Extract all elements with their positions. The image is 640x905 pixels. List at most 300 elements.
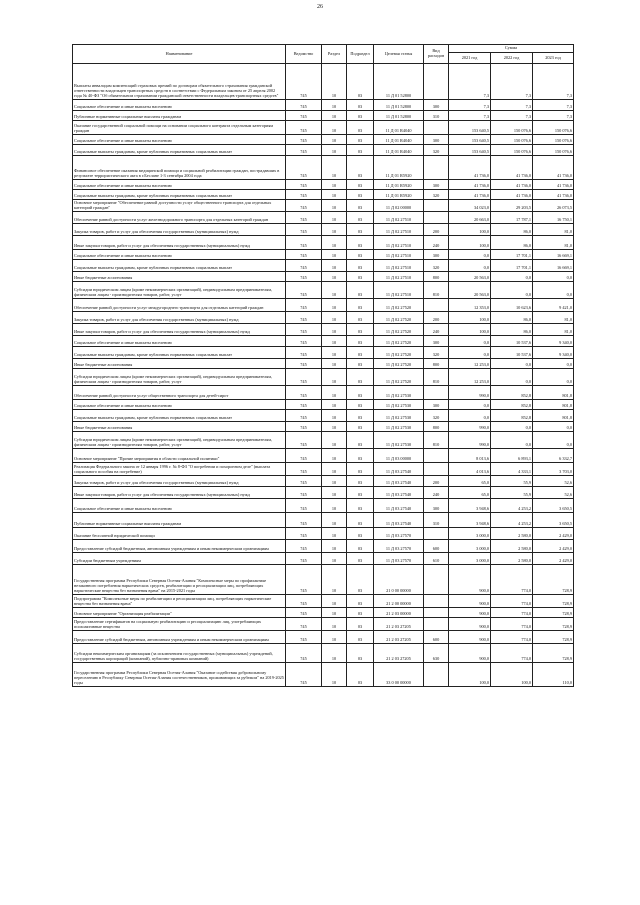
cell-cs: 11 Д 02 27530 bbox=[374, 410, 424, 422]
cell-razdel: 10 bbox=[322, 180, 347, 190]
cell-podrazdel: 03 bbox=[347, 386, 374, 400]
cell-sum-2021: 900,0 bbox=[449, 631, 491, 644]
cell-podrazdel: 03 bbox=[347, 644, 374, 663]
cell-name: Иные закупки товаров, работ и услуг для обеспечения государственных (муниципальных) нужд bbox=[73, 324, 286, 336]
cell-name: Социальные выплаты гражданам, кроме публичных нормативных социальных выплат bbox=[73, 347, 286, 359]
cell-sum-2021: 100,0 bbox=[449, 224, 491, 236]
cell-ved: 745 bbox=[286, 250, 322, 260]
table-row bbox=[73, 595, 574, 608]
cell-sum-2023: 16 750,1 bbox=[533, 212, 574, 224]
table-row bbox=[73, 565, 574, 595]
cell-vr: 300 bbox=[424, 336, 449, 347]
cell-ved: 745 bbox=[286, 432, 322, 449]
cell-sum-2021: 990,0 bbox=[449, 422, 491, 432]
cell-podrazdel: 03 bbox=[347, 476, 374, 487]
cell-cs: 11 Д 02 27510 bbox=[374, 250, 424, 260]
cell-cs: 11 Д 02 27520 bbox=[374, 312, 424, 324]
cell-sum-2022: 774,0 bbox=[491, 644, 533, 663]
cell-sum-2022: 17 787,1 bbox=[491, 212, 533, 224]
cell-sum-2022: 100,0 bbox=[491, 663, 533, 687]
cell-vr: 320 bbox=[424, 190, 449, 200]
table-row bbox=[73, 156, 574, 180]
cell-sum-2023: 81,0 bbox=[533, 224, 574, 236]
cell-ved: 745 bbox=[286, 100, 322, 111]
col-header-vr: Вид расходов bbox=[424, 45, 449, 64]
table-row bbox=[73, 449, 574, 463]
cell-sum-2022: 10 623,6 bbox=[491, 299, 533, 312]
cell-sum-2023: 3 650,5 bbox=[533, 513, 574, 528]
cell-vr: 240 bbox=[424, 236, 449, 250]
cell-razdel: 10 bbox=[322, 347, 347, 359]
cell-ved: 745 bbox=[286, 347, 322, 359]
cell-ved: 745 bbox=[286, 410, 322, 422]
cell-cs: 11 Д 03 27540 bbox=[374, 513, 424, 528]
cell-razdel: 10 bbox=[322, 608, 347, 618]
cell-name: Обеспечение равной доступности услуг междугороднего транспорта для отдельных категорий граждан bbox=[73, 299, 286, 312]
cell-ved: 745 bbox=[286, 663, 322, 687]
cell-razdel: 10 bbox=[322, 499, 347, 513]
cell-razdel: 10 bbox=[322, 100, 347, 111]
cell-sum-2022: 86,0 bbox=[491, 236, 533, 250]
col-header-2022: 2022 год bbox=[491, 53, 533, 64]
cell-ved: 745 bbox=[286, 135, 322, 145]
cell-razdel: 10 bbox=[322, 528, 347, 540]
cell-sum-2021: 153 640,5 bbox=[449, 145, 491, 156]
cell-podrazdel: 03 bbox=[347, 145, 374, 156]
cell-sum-2022: 774,0 bbox=[491, 618, 533, 631]
cell-name: Социальное обеспечение и иные выплаты населению bbox=[73, 180, 286, 190]
table-row bbox=[73, 145, 574, 156]
cell-sum-2021: 65,0 bbox=[449, 476, 491, 487]
cell-podrazdel: 03 bbox=[347, 190, 374, 200]
cell-sum-2023: 9 421,0 bbox=[533, 299, 574, 312]
cell-sum-2023: 9 340,0 bbox=[533, 347, 574, 359]
cell-podrazdel: 03 bbox=[347, 336, 374, 347]
table-row bbox=[73, 422, 574, 432]
cell-podrazdel: 03 bbox=[347, 324, 374, 336]
table-row bbox=[73, 400, 574, 410]
col-header-name: Наименование bbox=[73, 45, 286, 64]
cell-ved: 745 bbox=[286, 422, 322, 432]
cell-razdel: 10 bbox=[322, 644, 347, 663]
cell-sum-2023: 728,9 bbox=[533, 618, 574, 631]
cell-sum-2022: 10 537,6 bbox=[491, 347, 533, 359]
cell-sum-2022: 86,0 bbox=[491, 224, 533, 236]
cell-sum-2022: 41 736,0 bbox=[491, 180, 533, 190]
cell-name: Реализация Федерального закона от 12 января 1996 г. № 8-ФЗ "О погребении и похоронном деле" (выплата социального пособия на погребение) bbox=[73, 463, 286, 476]
cell-ved: 745 bbox=[286, 513, 322, 528]
table-row bbox=[73, 644, 574, 663]
cell-ved: 745 bbox=[286, 336, 322, 347]
cell-razdel: 10 bbox=[322, 432, 347, 449]
cell-podrazdel: 03 bbox=[347, 553, 374, 565]
table-row bbox=[73, 282, 574, 299]
cell-vr: 300 bbox=[424, 180, 449, 190]
cell-podrazdel: 03 bbox=[347, 250, 374, 260]
cell-podrazdel: 03 bbox=[347, 595, 374, 608]
cell-sum-2022: 2 580,0 bbox=[491, 540, 533, 553]
cell-sum-2021: 3 000,0 bbox=[449, 553, 491, 565]
col-header-podrazdel: Подраздел bbox=[347, 45, 374, 64]
cell-ved: 745 bbox=[286, 121, 322, 135]
cell-podrazdel: 03 bbox=[347, 64, 374, 100]
table-row bbox=[73, 410, 574, 422]
col-header-2021: 2021 год bbox=[449, 53, 491, 64]
cell-ved: 745 bbox=[286, 224, 322, 236]
cell-sum-2023: 7,3 bbox=[533, 100, 574, 111]
cell-name: Социальное обеспечение и иные выплаты населению bbox=[73, 250, 286, 260]
table-row bbox=[73, 212, 574, 224]
table-row bbox=[73, 369, 574, 386]
cell-cs: 11 Д 03 27570 bbox=[374, 528, 424, 540]
cell-cs: 21 2 03 27205 bbox=[374, 618, 424, 631]
table-row bbox=[73, 336, 574, 347]
col-header-razdel: Раздел bbox=[322, 45, 347, 64]
cell-name: Оказание бесплатной юридической помощи bbox=[73, 528, 286, 540]
cell-vr: 300 bbox=[424, 400, 449, 410]
cell-sum-2022: 0,0 bbox=[491, 432, 533, 449]
cell-podrazdel: 03 bbox=[347, 200, 374, 212]
cell-vr bbox=[424, 608, 449, 618]
cell-sum-2023: 16 669,1 bbox=[533, 260, 574, 272]
col-header-cs: Целевая статья bbox=[374, 45, 424, 64]
cell-vr bbox=[424, 64, 449, 100]
cell-sum-2022: 4 333,1 bbox=[491, 463, 533, 476]
cell-sum-2022: 6 893,1 bbox=[491, 449, 533, 463]
table-row bbox=[73, 463, 574, 476]
cell-cs: 21 2 00 00000 bbox=[374, 595, 424, 608]
cell-vr bbox=[424, 528, 449, 540]
cell-podrazdel: 03 bbox=[347, 513, 374, 528]
cell-name: Социальное обеспечение и иные выплаты населению bbox=[73, 400, 286, 410]
cell-cs: 11 Д 03 27570 bbox=[374, 540, 424, 553]
cell-cs: 11 Д 01 R4040 bbox=[374, 135, 424, 145]
cell-name: Социальное обеспечение и иные выплаты населению bbox=[73, 336, 286, 347]
table-row bbox=[73, 359, 574, 369]
cell-name: Субсидии юридическим лицам (кроме некоммерческих организаций), индивидуальным предпринимателям, физическим лицам - производителям товаров, работ, услуг bbox=[73, 432, 286, 449]
cell-name: Социальные выплаты гражданам, кроме публичных нормативных социальных выплат bbox=[73, 190, 286, 200]
cell-podrazdel: 03 bbox=[347, 487, 374, 499]
cell-sum-2022: 4 253,2 bbox=[491, 513, 533, 528]
cell-podrazdel: 03 bbox=[347, 272, 374, 282]
cell-razdel: 10 bbox=[322, 156, 347, 180]
cell-sum-2023: 16 669,1 bbox=[533, 250, 574, 260]
cell-ved: 745 bbox=[286, 282, 322, 299]
cell-sum-2023: 0,0 bbox=[533, 272, 574, 282]
cell-podrazdel: 03 bbox=[347, 135, 374, 145]
budget-table bbox=[72, 44, 574, 687]
cell-ved: 745 bbox=[286, 463, 322, 476]
cell-sum-2021: 0,0 bbox=[449, 260, 491, 272]
cell-sum-2022: 774,0 bbox=[491, 595, 533, 608]
cell-cs: 21 0 00 00000 bbox=[374, 565, 424, 595]
cell-name: Обеспечение равной доступности услуг общественного транспорта для детей-сирот bbox=[73, 386, 286, 400]
cell-razdel: 10 bbox=[322, 540, 347, 553]
table-row bbox=[73, 299, 574, 312]
cell-sum-2021: 12 353,0 bbox=[449, 299, 491, 312]
table-row bbox=[73, 347, 574, 359]
cell-vr: 800 bbox=[424, 422, 449, 432]
cell-razdel: 10 bbox=[322, 631, 347, 644]
table-row bbox=[73, 608, 574, 618]
cell-sum-2021: 7,3 bbox=[449, 111, 491, 121]
cell-ved: 745 bbox=[286, 180, 322, 190]
cell-sum-2023: 41 736,0 bbox=[533, 180, 574, 190]
cell-name: Обеспечение равной доступности услуг железнодорожного транспорта для отдельных категорий граждан bbox=[73, 212, 286, 224]
cell-sum-2023: 801,8 bbox=[533, 400, 574, 410]
cell-sum-2022: 41 736,0 bbox=[491, 156, 533, 180]
cell-sum-2021: 0,0 bbox=[449, 336, 491, 347]
cell-podrazdel: 03 bbox=[347, 111, 374, 121]
cell-name: Иные закупки товаров, работ и услуг для обеспечения государственных (муниципальных) нужд bbox=[73, 236, 286, 250]
cell-sum-2023: 9 340,0 bbox=[533, 336, 574, 347]
cell-name: Основное мероприятие "Прочие мероприятия в области социальной политики" bbox=[73, 449, 286, 463]
cell-sum-2023: 7,3 bbox=[533, 64, 574, 100]
table-row bbox=[73, 432, 574, 449]
cell-sum-2021: 12 253,0 bbox=[449, 369, 491, 386]
cell-razdel: 10 bbox=[322, 324, 347, 336]
cell-cs: 11 Д 02 27520 bbox=[374, 369, 424, 386]
cell-vr bbox=[424, 449, 449, 463]
cell-vr: 300 bbox=[424, 250, 449, 260]
cell-ved: 745 bbox=[286, 369, 322, 386]
cell-podrazdel: 03 bbox=[347, 631, 374, 644]
table-row bbox=[73, 236, 574, 250]
cell-name: Финансовое обеспечение оказания медицинской помощи и социальной реабилитации граждан, пострадавших в результате террористического акта в г.Беслане 1-3 сентября 2004 года bbox=[73, 156, 286, 180]
cell-vr: 800 bbox=[424, 272, 449, 282]
cell-cs: 11 Д 02 27530 bbox=[374, 400, 424, 410]
cell-sum-2023: 0,0 bbox=[533, 422, 574, 432]
cell-podrazdel: 03 bbox=[347, 236, 374, 250]
cell-sum-2023: 801,8 bbox=[533, 386, 574, 400]
cell-ved: 745 bbox=[286, 156, 322, 180]
cell-razdel: 10 bbox=[322, 250, 347, 260]
cell-vr: 800 bbox=[424, 359, 449, 369]
cell-sum-2021: 3 000,0 bbox=[449, 528, 491, 540]
cell-vr: 300 bbox=[424, 135, 449, 145]
cell-ved: 745 bbox=[286, 540, 322, 553]
cell-sum-2022: 2 580,0 bbox=[491, 553, 533, 565]
cell-razdel: 10 bbox=[322, 121, 347, 135]
cell-sum-2023: 110,0 bbox=[533, 663, 574, 687]
cell-name: Закупка товаров, работ и услуг для обеспечения государственных (муниципальных) нужд bbox=[73, 224, 286, 236]
cell-sum-2023: 0,0 bbox=[533, 282, 574, 299]
cell-sum-2022: 0,0 bbox=[491, 282, 533, 299]
cell-cs: 11 Д 02 27530 bbox=[374, 386, 424, 400]
cell-podrazdel: 03 bbox=[347, 618, 374, 631]
cell-vr: 240 bbox=[424, 324, 449, 336]
cell-sum-2021: 900,0 bbox=[449, 618, 491, 631]
cell-sum-2023: 0,0 bbox=[533, 359, 574, 369]
cell-name: Публичные нормативные социальные выплаты гражданам bbox=[73, 513, 286, 528]
cell-sum-2021: 34 023,0 bbox=[449, 200, 491, 212]
cell-vr bbox=[424, 200, 449, 212]
cell-sum-2021: 0,0 bbox=[449, 250, 491, 260]
cell-name: Закупка товаров, работ и услуг для обеспечения государственных (муниципальных) нужд bbox=[73, 312, 286, 324]
cell-sum-2023: 26 073,5 bbox=[533, 200, 574, 212]
table-row bbox=[73, 224, 574, 236]
table-row bbox=[73, 190, 574, 200]
page-number: 26 bbox=[317, 4, 323, 10]
cell-vr bbox=[424, 299, 449, 312]
cell-vr: 320 bbox=[424, 145, 449, 156]
cell-sum-2022: 55,9 bbox=[491, 476, 533, 487]
cell-podrazdel: 03 bbox=[347, 369, 374, 386]
cell-sum-2023: 81,0 bbox=[533, 324, 574, 336]
cell-sum-2022: 7,3 bbox=[491, 100, 533, 111]
table-row bbox=[73, 663, 574, 687]
cell-vr: 310 bbox=[424, 111, 449, 121]
cell-sum-2021: 0,0 bbox=[449, 410, 491, 422]
cell-razdel: 10 bbox=[322, 463, 347, 476]
table-row bbox=[73, 324, 574, 336]
cell-ved: 745 bbox=[286, 608, 322, 618]
cell-ved: 745 bbox=[286, 476, 322, 487]
cell-sum-2022: 774,0 bbox=[491, 631, 533, 644]
cell-sum-2022: 29 203,5 bbox=[491, 200, 533, 212]
cell-name: Основное мероприятие "Организация реабилитации" bbox=[73, 608, 286, 618]
cell-cs: 11 Д 01 52800 bbox=[374, 111, 424, 121]
cell-ved: 745 bbox=[286, 299, 322, 312]
cell-sum-2021: 4 013,6 bbox=[449, 463, 491, 476]
cell-sum-2023: 3 650,5 bbox=[533, 499, 574, 513]
cell-vr: 320 bbox=[424, 347, 449, 359]
cell-razdel: 10 bbox=[322, 64, 347, 100]
cell-podrazdel: 03 bbox=[347, 282, 374, 299]
cell-ved: 745 bbox=[286, 212, 322, 224]
cell-sum-2021: 100,0 bbox=[449, 324, 491, 336]
cell-sum-2023: 801,8 bbox=[533, 410, 574, 422]
cell-sum-2021: 20 563,0 bbox=[449, 272, 491, 282]
cell-sum-2023: 2 429,0 bbox=[533, 553, 574, 565]
cell-ved: 745 bbox=[286, 449, 322, 463]
cell-sum-2023: 52,6 bbox=[533, 487, 574, 499]
cell-sum-2021: 12 253,0 bbox=[449, 359, 491, 369]
cell-sum-2022: 2 580,0 bbox=[491, 528, 533, 540]
cell-cs: 11 Д 02 27520 bbox=[374, 324, 424, 336]
cell-podrazdel: 03 bbox=[347, 540, 374, 553]
table-row bbox=[73, 386, 574, 400]
cell-vr bbox=[424, 386, 449, 400]
cell-ved: 745 bbox=[286, 64, 322, 100]
cell-sum-2023: 728,9 bbox=[533, 608, 574, 618]
cell-name: Иные бюджетные ассигнования bbox=[73, 272, 286, 282]
cell-sum-2021: 20 563,0 bbox=[449, 282, 491, 299]
cell-sum-2021: 65,0 bbox=[449, 487, 491, 499]
cell-name: Предоставление сертификатов на социальную реабилитацию и ресоциализацию лиц, употребляющих психоактивные вещества bbox=[73, 618, 286, 631]
cell-ved: 745 bbox=[286, 631, 322, 644]
cell-sum-2023: 41 736,0 bbox=[533, 156, 574, 180]
cell-vr: 610 bbox=[424, 553, 449, 565]
cell-sum-2022: 852,8 bbox=[491, 410, 533, 422]
cell-sum-2023: 2 429,0 bbox=[533, 528, 574, 540]
cell-vr: 300 bbox=[424, 100, 449, 111]
col-header-2023: 2023 год bbox=[533, 53, 574, 64]
cell-podrazdel: 03 bbox=[347, 156, 374, 180]
cell-sum-2021: 100,0 bbox=[449, 663, 491, 687]
cell-sum-2021: 900,0 bbox=[449, 565, 491, 595]
cell-sum-2022: 17 701,1 bbox=[491, 250, 533, 260]
cell-sum-2022: 0,0 bbox=[491, 422, 533, 432]
cell-sum-2021: 41 736,0 bbox=[449, 180, 491, 190]
cell-ved: 745 bbox=[286, 618, 322, 631]
table-row bbox=[73, 540, 574, 553]
cell-ved: 745 bbox=[286, 386, 322, 400]
cell-podrazdel: 03 bbox=[347, 422, 374, 432]
cell-ved: 745 bbox=[286, 272, 322, 282]
cell-sum-2022: 774,0 bbox=[491, 565, 533, 595]
cell-razdel: 10 bbox=[322, 663, 347, 687]
cell-name: Социальное обеспечение и иные выплаты населению bbox=[73, 100, 286, 111]
cell-razdel: 10 bbox=[322, 236, 347, 250]
cell-name: Закупка товаров, работ и услуг для обеспечения государственных (муниципальных) нужд bbox=[73, 476, 286, 487]
cell-razdel: 10 bbox=[322, 449, 347, 463]
table-row bbox=[73, 180, 574, 190]
cell-sum-2023: 150 076,6 bbox=[533, 121, 574, 135]
cell-cs: 11 Д 02 27510 bbox=[374, 260, 424, 272]
cell-sum-2023: 150 076,6 bbox=[533, 145, 574, 156]
cell-sum-2022: 10 537,6 bbox=[491, 336, 533, 347]
cell-podrazdel: 03 bbox=[347, 180, 374, 190]
table-row bbox=[73, 631, 574, 644]
cell-sum-2021: 990,0 bbox=[449, 432, 491, 449]
cell-razdel: 10 bbox=[322, 282, 347, 299]
cell-name: Оказание государственной социальной помощи на основании социального контракта отдельным категориям граждан bbox=[73, 121, 286, 135]
cell-ved: 745 bbox=[286, 644, 322, 663]
table-row bbox=[73, 476, 574, 487]
cell-vr bbox=[424, 156, 449, 180]
cell-ved: 745 bbox=[286, 312, 322, 324]
cell-cs: 11 Д 02 27510 bbox=[374, 272, 424, 282]
cell-razdel: 10 bbox=[322, 260, 347, 272]
cell-sum-2022: 86,0 bbox=[491, 324, 533, 336]
cell-sum-2023: 6 332,7 bbox=[533, 449, 574, 463]
cell-name: Социальное обеспечение и иные выплаты населению bbox=[73, 499, 286, 513]
cell-vr: 810 bbox=[424, 282, 449, 299]
cell-ved: 745 bbox=[286, 487, 322, 499]
cell-podrazdel: 03 bbox=[347, 100, 374, 111]
cell-sum-2021: 7,3 bbox=[449, 64, 491, 100]
cell-razdel: 10 bbox=[322, 299, 347, 312]
cell-razdel: 10 bbox=[322, 386, 347, 400]
cell-cs: 11 Д 02 27520 bbox=[374, 299, 424, 312]
cell-vr: 320 bbox=[424, 410, 449, 422]
cell-name: Основное мероприятие "Обеспечение равной доступности услуг общественного транспорта для отдельных категорий граждан" bbox=[73, 200, 286, 212]
cell-razdel: 10 bbox=[322, 272, 347, 282]
table-row bbox=[73, 121, 574, 135]
cell-vr bbox=[424, 565, 449, 595]
table-row bbox=[73, 200, 574, 212]
cell-podrazdel: 03 bbox=[347, 449, 374, 463]
table-row bbox=[73, 487, 574, 499]
cell-cs: 11 Д 03 27540 bbox=[374, 499, 424, 513]
cell-name: Иные бюджетные ассигнования bbox=[73, 359, 286, 369]
cell-cs: 11 Д 02 27520 bbox=[374, 336, 424, 347]
cell-podrazdel: 03 bbox=[347, 565, 374, 595]
cell-ved: 745 bbox=[286, 595, 322, 608]
table-row bbox=[73, 111, 574, 121]
cell-ved: 745 bbox=[286, 324, 322, 336]
cell-podrazdel: 03 bbox=[347, 528, 374, 540]
cell-podrazdel: 03 bbox=[347, 463, 374, 476]
cell-ved: 745 bbox=[286, 359, 322, 369]
cell-sum-2023: 150 076,6 bbox=[533, 135, 574, 145]
cell-podrazdel: 03 bbox=[347, 410, 374, 422]
cell-ved: 745 bbox=[286, 553, 322, 565]
cell-razdel: 10 bbox=[322, 369, 347, 386]
cell-cs: 11 Д 03 27540 bbox=[374, 487, 424, 499]
cell-vr bbox=[424, 595, 449, 608]
